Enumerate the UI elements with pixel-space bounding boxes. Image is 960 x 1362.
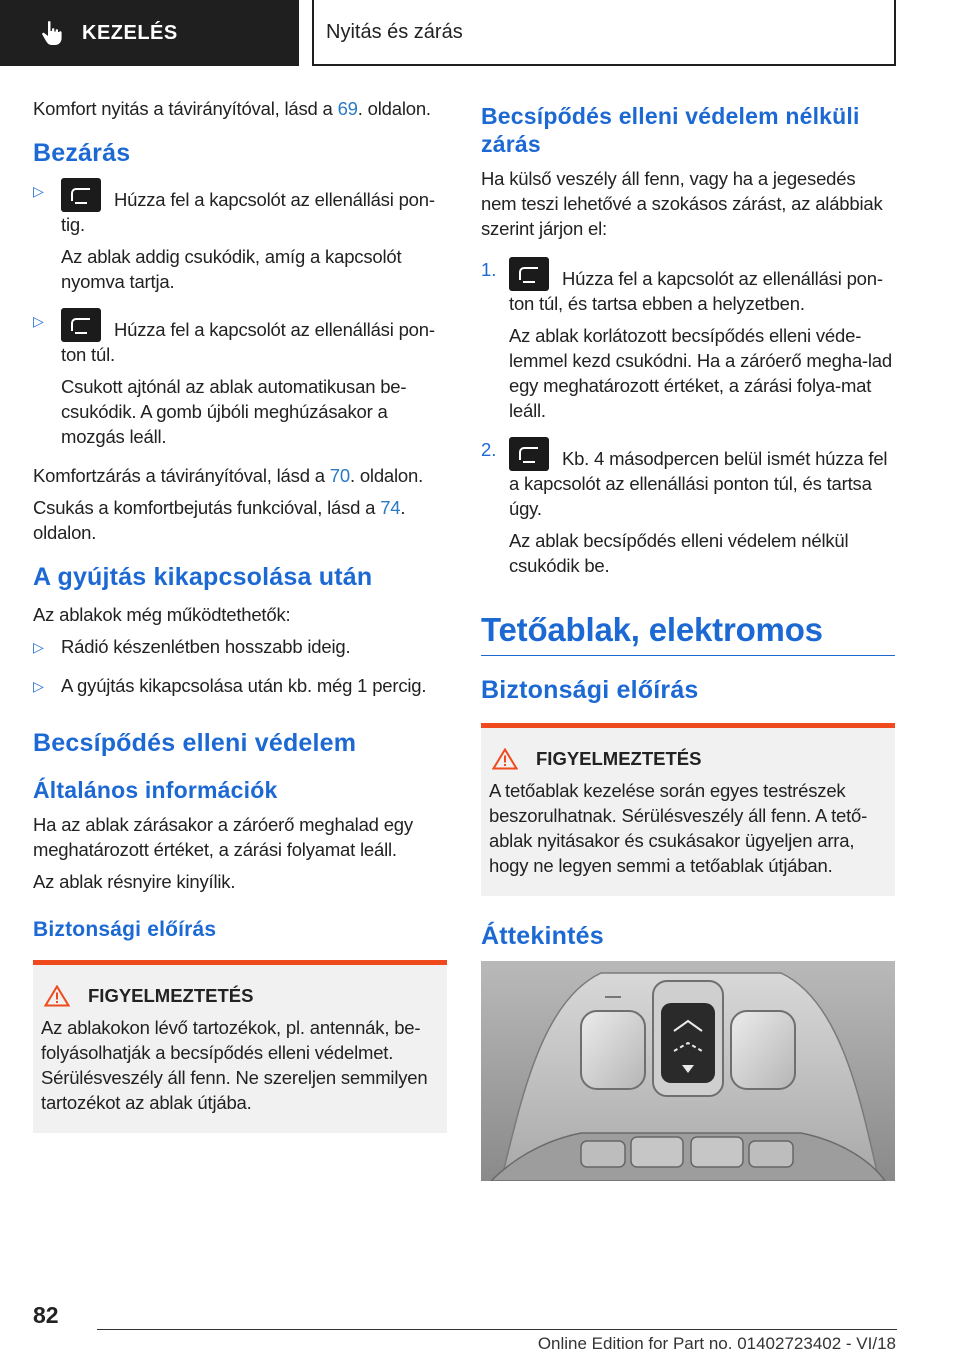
section-label: KEZELÉS bbox=[82, 21, 178, 44]
sunroof-switch-photo bbox=[481, 961, 895, 1181]
list-item: ▷ A gyújtás kikapcsolása után kb. még 1 percig. bbox=[33, 673, 447, 705]
ignition-heading: A gyújtás kikapcsolása után bbox=[33, 563, 373, 591]
warning-title: FIGYELMEZTETÉS bbox=[88, 985, 254, 1006]
step-item: 1. Húzza fel a kapcsolót az ellenállási pon-ton túl, és tartsa ebben a helyzetben. Az ablak korlátozott becsípődés elleni véde-lemmel kezd csukódni. Ha a záróerő megha-lad egy meghatározott értéket, a zárási folya-mat leáll. bbox=[481, 257, 895, 430]
warning-box bbox=[481, 723, 895, 896]
comfort-close-paragraph: Komfortzárás a távirányítóval, lásd a 70. oldalon. bbox=[33, 465, 424, 486]
overview-heading: Áttekintés bbox=[481, 922, 604, 950]
list-item: ▷ Húzza fel a kapcsolót az ellenállási pon-ton túl. Csukott ajtónál az ablak automatikusan be-csukódik. A gomb újbóli meghúzásakor a mozgás leáll. bbox=[33, 308, 447, 456]
general-heading: Általános információk bbox=[33, 777, 278, 803]
page-link-74[interactable]: 74 bbox=[380, 497, 401, 518]
step-number: 1. bbox=[481, 259, 497, 280]
hand-pointer-icon bbox=[40, 20, 64, 46]
nopinch-intro: Ha külső veszély áll fenn, vagy ha a jegesedés nem teszi lehetővé a szokásos zárást, az alábbiak szerint járjon el: bbox=[481, 168, 883, 239]
footer-divider bbox=[97, 1329, 897, 1330]
page-number: 82 bbox=[33, 1302, 59, 1328]
comfort-open-paragraph: Komfort nyitás a távirányítóval, lásd a 69. oldalon. bbox=[33, 98, 431, 119]
closing-heading: Bezárás bbox=[33, 139, 131, 167]
triangle-right-icon: ▷ bbox=[33, 313, 44, 329]
footer-edition: Online Edition for Part no. 01402723402 - VI/18 bbox=[537, 1334, 896, 1353]
general-paragraph-2: Az ablak résnyire kinyílik. bbox=[33, 871, 236, 892]
list-item: ▷ Húzza fel a kapcsolót az ellenállási pon-tig. Az ablak addig csukódik, amíg a kapcsolót nyomva tartja. bbox=[33, 178, 447, 301]
window-switch-icon bbox=[509, 257, 549, 291]
warning-box bbox=[33, 960, 447, 1133]
nopinch-heading: Becsípődés elleni védelem nélküli zárás bbox=[481, 103, 860, 157]
general-paragraph-1: Ha az ablak zárásakor a záróerő meghalad egy meghatározott értéket, a zárási folyamat leáll. bbox=[33, 814, 413, 860]
warning-triangle-icon bbox=[492, 748, 518, 770]
window-switch-icon bbox=[61, 308, 101, 342]
right-column bbox=[481, 96, 895, 1181]
ignition-intro: Az ablakok még működtethetők: bbox=[33, 604, 291, 625]
warning-triangle-icon bbox=[44, 985, 70, 1007]
pinch-heading: Becsípődés elleni védelem bbox=[33, 729, 357, 757]
safety-heading: Biztonsági előírás bbox=[33, 918, 217, 941]
chapter-label: Nyitás és zárás bbox=[326, 20, 463, 43]
warning-text: Az ablakokon lévő tartozékok, pl. antennák, be-folyásolhatják a becsípődés elleni védelmet. Sérülésveszély áll fenn. Ne szereljen semmilyen tartozékot az ablak útjába. bbox=[41, 1017, 428, 1113]
list-item: ▷ Rádió készenlétben hosszabb ideig. bbox=[33, 634, 447, 666]
step-item: 2. Kb. 4 másodpercen belül ismét húzza fel a kapcsolót az ellenállási ponton túl, és tartsa úgy. Az ablak becsípődés elleni védelem nélkül csukódik be. bbox=[481, 437, 895, 585]
warning-title: FIGYELMEZTETÉS bbox=[536, 748, 702, 769]
left-column bbox=[33, 96, 447, 1133]
section-tab bbox=[0, 0, 299, 66]
window-switch-icon bbox=[61, 178, 101, 212]
step-number: 2. bbox=[481, 439, 497, 460]
triangle-right-icon: ▷ bbox=[33, 639, 44, 655]
page-header bbox=[0, 0, 960, 66]
triangle-right-icon: ▷ bbox=[33, 678, 44, 694]
comfort-entry-paragraph: Csukás a komfortbejutás funkcióval, lásd a 74. oldalon. bbox=[33, 497, 406, 543]
sunroof-heading: Tetőablak, elektromos bbox=[481, 611, 895, 656]
page-link-69[interactable]: 69 bbox=[337, 98, 358, 119]
sunroof-switch-illustration bbox=[481, 961, 895, 1181]
chapter-tab bbox=[312, 0, 896, 66]
page-link-70[interactable]: 70 bbox=[329, 465, 350, 486]
triangle-right-icon: ▷ bbox=[33, 183, 44, 199]
sunroof-safety-heading: Biztonsági előírás bbox=[481, 676, 699, 704]
warning-text: A tetőablak kezelése során egyes testrészek beszorulhatnak. Sérülésveszély áll fenn. A tető-ablak nyitásakor és csukásakor ügyeljen arra, hogy ne legyen semmi a tetőablak útjában. bbox=[489, 780, 868, 876]
window-switch-icon bbox=[509, 437, 549, 471]
